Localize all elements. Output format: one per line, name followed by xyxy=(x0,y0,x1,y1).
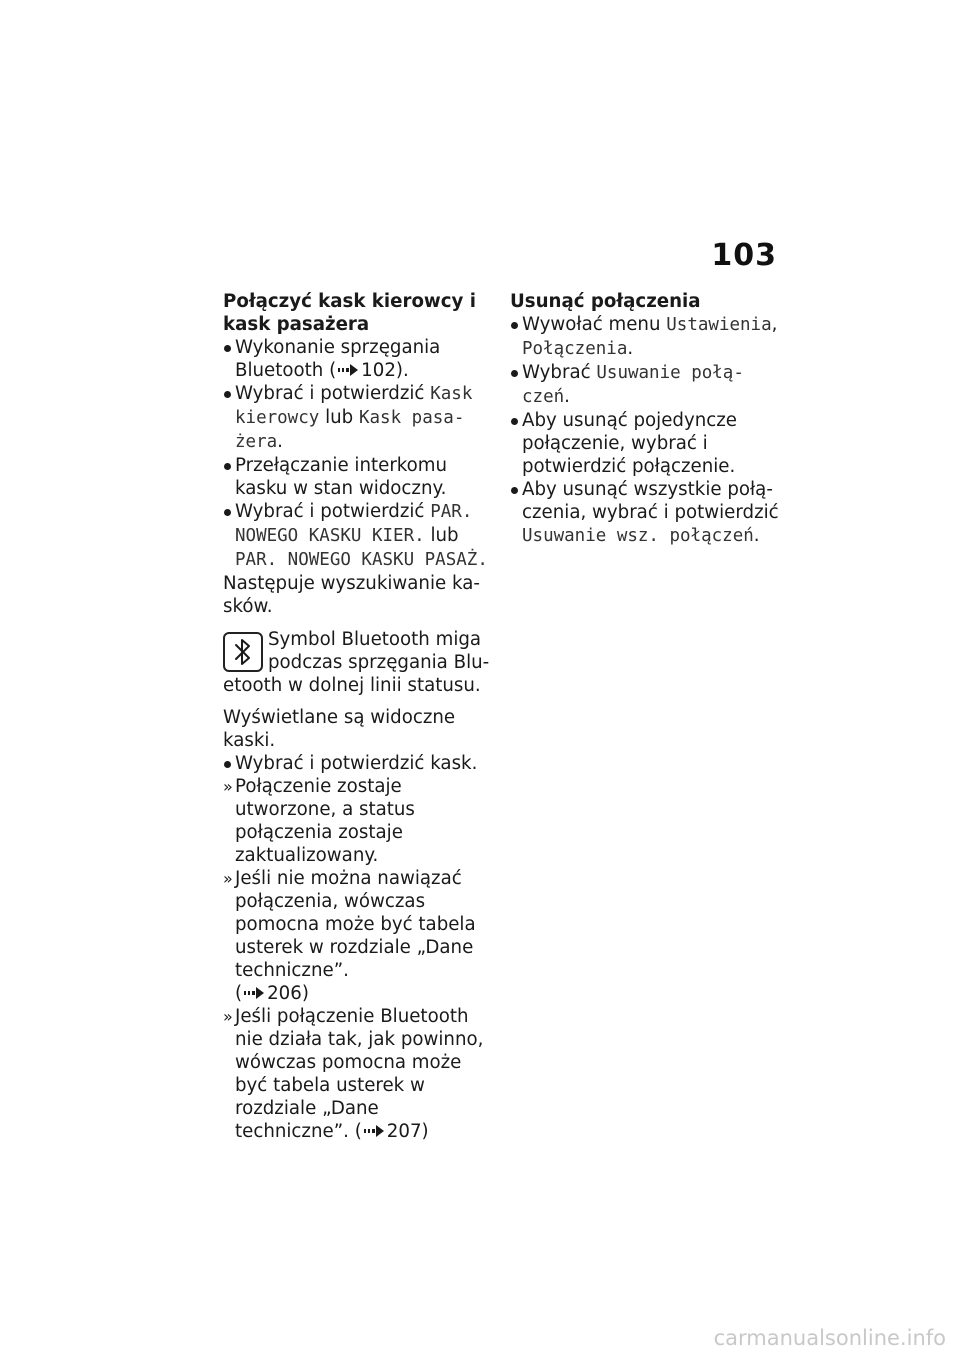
list-item: » Jeśli nie można nawiązać połączenia, wówczas pomocna może być tabela usterek w rozdziale „Dane techniczne”. ( 206) xyxy=(223,867,495,1005)
arrow-right-icon xyxy=(363,1124,385,1138)
page-number: 103 xyxy=(711,238,777,273)
result-list xyxy=(223,775,495,1143)
menu-option: PAR. NOWEGO KASKU KIER. xyxy=(235,502,473,546)
page-reference[interactable]: 207 xyxy=(386,1121,422,1142)
list-item: » Połączenie zostaje utworzone, a status połączenia zostaje zaktualizowany. xyxy=(223,775,495,867)
list-item: Wybrać i potwierdzić PAR. NOWEGO KASKU KIER. lub PAR. NOWEGO KASKU PASAŻ. xyxy=(223,500,495,572)
symbol-note xyxy=(223,628,495,697)
list-item: Wywołać menu Ustawienia, Połączenia. xyxy=(510,313,780,361)
select-steps xyxy=(223,752,495,775)
list-item: Aby usunąć pojedyncze połączenie, wybrać i potwierdzić połączenie. xyxy=(510,409,780,478)
menu-option: Kask pasażera xyxy=(235,408,465,452)
list-item: Wykonanie sprzęgania Bluetooth ( 102). xyxy=(223,336,495,382)
list-item: Przełączanie interkomu kasku w stan widoczny. xyxy=(223,454,495,500)
pairing-steps xyxy=(223,336,495,572)
list-item: » Jeśli połączenie Bluetooth nie działa tak, jak powinno, wówczas pomocna może być tabela usterek w rozdziale „Dane techniczne”. ( 207) xyxy=(223,1005,495,1143)
menu-option: Usuwanie wsz. połączeń xyxy=(522,526,754,546)
list-item: Wybrać i potwierdzić kask. xyxy=(223,752,495,775)
symbol-description: Symbol Bluetooth miga podczas sprzęgania Bluetooth w dolnej linii statusu. xyxy=(223,629,490,696)
arrow-right-icon xyxy=(337,363,359,377)
menu-option: Połączenia xyxy=(522,339,628,359)
delete-steps xyxy=(510,313,780,548)
menu-option: Usuwanie połączeń xyxy=(522,363,744,407)
section-heading-delete-connections: Usunąć połączenia xyxy=(510,291,701,312)
page-reference[interactable]: 206 xyxy=(267,983,302,1004)
bluetooth-icon xyxy=(223,632,263,672)
arrow-right-icon xyxy=(243,986,265,1000)
watermark: carmanualsonline.info xyxy=(713,1326,946,1350)
left-column xyxy=(223,290,495,1143)
menu-option: PAR. NOWEGO KASKU PASAŻ. xyxy=(235,550,488,570)
right-column xyxy=(510,290,780,548)
menu-option: Kask kierowcy xyxy=(235,384,473,428)
list-item: Aby usunąć wszystkie połączenia, wybrać i potwierdzić Usuwanie wsz. połączeń. xyxy=(510,478,780,548)
list-item: Wybrać Usuwanie połączeń. xyxy=(510,361,780,409)
result-text: Następuje wyszukiwanie kasków. xyxy=(223,573,480,617)
section-heading-pair-helmets: Połączyć kask kierowcy i kask pasażera xyxy=(223,291,476,335)
list-item: Wybrać i potwierdzić Kask kierowcy lub Kask pasażera. xyxy=(223,382,495,454)
visible-helmets-text: Wyświetlane są widoczne kaski. xyxy=(223,707,456,751)
menu-option: Ustawienia xyxy=(666,315,772,335)
page-reference[interactable]: 102 xyxy=(361,360,396,381)
